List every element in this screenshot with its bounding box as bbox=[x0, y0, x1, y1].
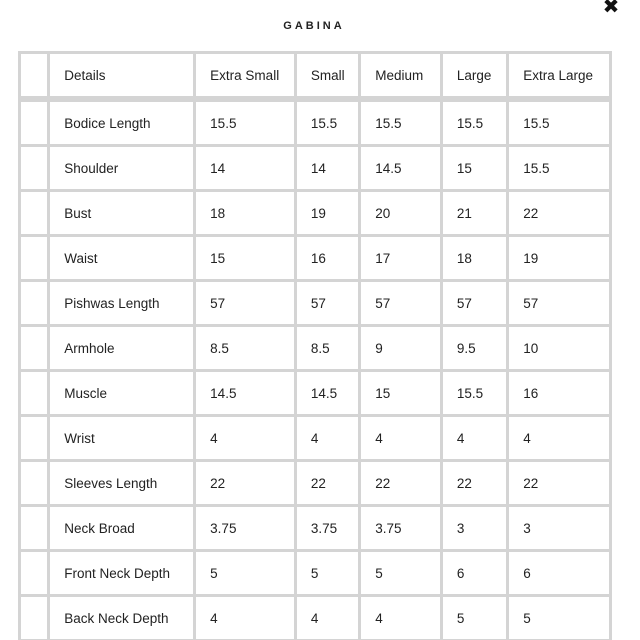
table-cell: 17 bbox=[361, 237, 443, 282]
table-cell: 8.5 bbox=[196, 327, 297, 372]
table-cell: 20 bbox=[361, 192, 443, 237]
table-cell: 22 bbox=[196, 462, 297, 507]
table-cell: 18 bbox=[196, 192, 297, 237]
page-title: GABINA bbox=[283, 20, 345, 32]
table-cell: 15.5 bbox=[509, 99, 612, 147]
table-row bbox=[18, 327, 612, 372]
row-label: Pishwas Length bbox=[50, 282, 196, 327]
table-cell: 5 bbox=[443, 597, 509, 640]
table-cell: 8.5 bbox=[297, 327, 361, 372]
row-blank-cell bbox=[18, 552, 50, 597]
table-cell: 15.5 bbox=[443, 99, 509, 147]
row-label: Muscle bbox=[50, 372, 196, 417]
row-blank-cell bbox=[18, 327, 50, 372]
table-cell: 15 bbox=[443, 147, 509, 192]
header-cell-details: Details bbox=[50, 51, 196, 99]
table-cell: 4 bbox=[297, 417, 361, 462]
table-cell: 18 bbox=[443, 237, 509, 282]
table-cell: 15.5 bbox=[361, 99, 443, 147]
table-row bbox=[18, 282, 612, 327]
table-cell: 14 bbox=[196, 147, 297, 192]
table-cell: 57 bbox=[196, 282, 297, 327]
table-cell: 22 bbox=[509, 192, 612, 237]
table-row bbox=[18, 372, 612, 417]
table-cell: 16 bbox=[509, 372, 612, 417]
table-row bbox=[18, 147, 612, 192]
table-row bbox=[18, 192, 612, 237]
table-cell: 4 bbox=[196, 597, 297, 640]
table-cell: 57 bbox=[509, 282, 612, 327]
table-body bbox=[18, 99, 612, 640]
table-cell: 19 bbox=[297, 192, 361, 237]
table-cell: 15 bbox=[361, 372, 443, 417]
row-blank-cell bbox=[18, 462, 50, 507]
row-label: Waist bbox=[50, 237, 196, 282]
table-cell: 4 bbox=[297, 597, 361, 640]
table-row bbox=[18, 237, 612, 282]
row-label: Wrist bbox=[50, 417, 196, 462]
table-cell: 3.75 bbox=[196, 507, 297, 552]
row-label: Front Neck Depth bbox=[50, 552, 196, 597]
table-cell: 3.75 bbox=[361, 507, 443, 552]
header-cell-extra-small: Extra Small bbox=[196, 51, 297, 99]
table-cell: 6 bbox=[509, 552, 612, 597]
table-cell: 3 bbox=[509, 507, 612, 552]
row-label: Neck Broad bbox=[50, 507, 196, 552]
header-cell-medium: Medium bbox=[361, 51, 443, 99]
table-cell: 4 bbox=[196, 417, 297, 462]
table-cell: 22 bbox=[443, 462, 509, 507]
table-header-row bbox=[18, 51, 612, 99]
table-cell: 16 bbox=[297, 237, 361, 282]
table-cell: 15 bbox=[196, 237, 297, 282]
table-cell: 57 bbox=[361, 282, 443, 327]
header-cell-small: Small bbox=[297, 51, 361, 99]
row-blank-cell bbox=[18, 192, 50, 237]
table-cell: 14 bbox=[297, 147, 361, 192]
table-cell: 15.5 bbox=[196, 99, 297, 147]
table-cell: 4 bbox=[443, 417, 509, 462]
table-cell: 14.5 bbox=[361, 147, 443, 192]
table-cell: 5 bbox=[196, 552, 297, 597]
table-cell: 5 bbox=[509, 597, 612, 640]
row-blank-cell bbox=[18, 282, 50, 327]
header-cell-large: Large bbox=[443, 51, 509, 99]
row-label: Armhole bbox=[50, 327, 196, 372]
table-row bbox=[18, 417, 612, 462]
row-blank-cell bbox=[18, 99, 50, 147]
header-cell-blank bbox=[18, 51, 50, 99]
size-table-container bbox=[18, 51, 612, 640]
table-cell: 14.5 bbox=[297, 372, 361, 417]
table-cell: 21 bbox=[443, 192, 509, 237]
row-blank-cell bbox=[18, 417, 50, 462]
table-cell: 22 bbox=[297, 462, 361, 507]
row-label: Bodice Length bbox=[50, 99, 196, 147]
row-label: Shoulder bbox=[50, 147, 196, 192]
table-cell: 22 bbox=[509, 462, 612, 507]
table-cell: 9 bbox=[361, 327, 443, 372]
table-cell: 4 bbox=[361, 597, 443, 640]
table-cell: 9.5 bbox=[443, 327, 509, 372]
table-cell: 57 bbox=[443, 282, 509, 327]
row-label: Back Neck Depth bbox=[50, 597, 196, 640]
table-row bbox=[18, 462, 612, 507]
table-cell: 10 bbox=[509, 327, 612, 372]
header-cell-extra-large: Extra Large bbox=[509, 51, 612, 99]
table-cell: 14.5 bbox=[196, 372, 297, 417]
table-cell: 3 bbox=[443, 507, 509, 552]
table-cell: 4 bbox=[361, 417, 443, 462]
close-icon[interactable]: ✖ bbox=[602, 0, 620, 18]
size-table bbox=[18, 51, 612, 640]
row-blank-cell bbox=[18, 237, 50, 282]
table-cell: 6 bbox=[443, 552, 509, 597]
row-blank-cell bbox=[18, 507, 50, 552]
row-blank-cell bbox=[18, 372, 50, 417]
table-cell: 22 bbox=[361, 462, 443, 507]
table-cell: 15.5 bbox=[509, 147, 612, 192]
table-row bbox=[18, 507, 612, 552]
table-cell: 15.5 bbox=[443, 372, 509, 417]
row-blank-cell bbox=[18, 147, 50, 192]
table-row bbox=[18, 552, 612, 597]
table-cell: 4 bbox=[509, 417, 612, 462]
table-cell: 5 bbox=[297, 552, 361, 597]
table-cell: 57 bbox=[297, 282, 361, 327]
row-blank-cell bbox=[18, 597, 50, 640]
row-label: Sleeves Length bbox=[50, 462, 196, 507]
table-cell: 15.5 bbox=[297, 99, 361, 147]
row-label: Bust bbox=[50, 192, 196, 237]
table-cell: 19 bbox=[509, 237, 612, 282]
table-cell: 5 bbox=[361, 552, 443, 597]
table-row bbox=[18, 597, 612, 640]
table-row bbox=[18, 99, 612, 147]
table-cell: 3.75 bbox=[297, 507, 361, 552]
